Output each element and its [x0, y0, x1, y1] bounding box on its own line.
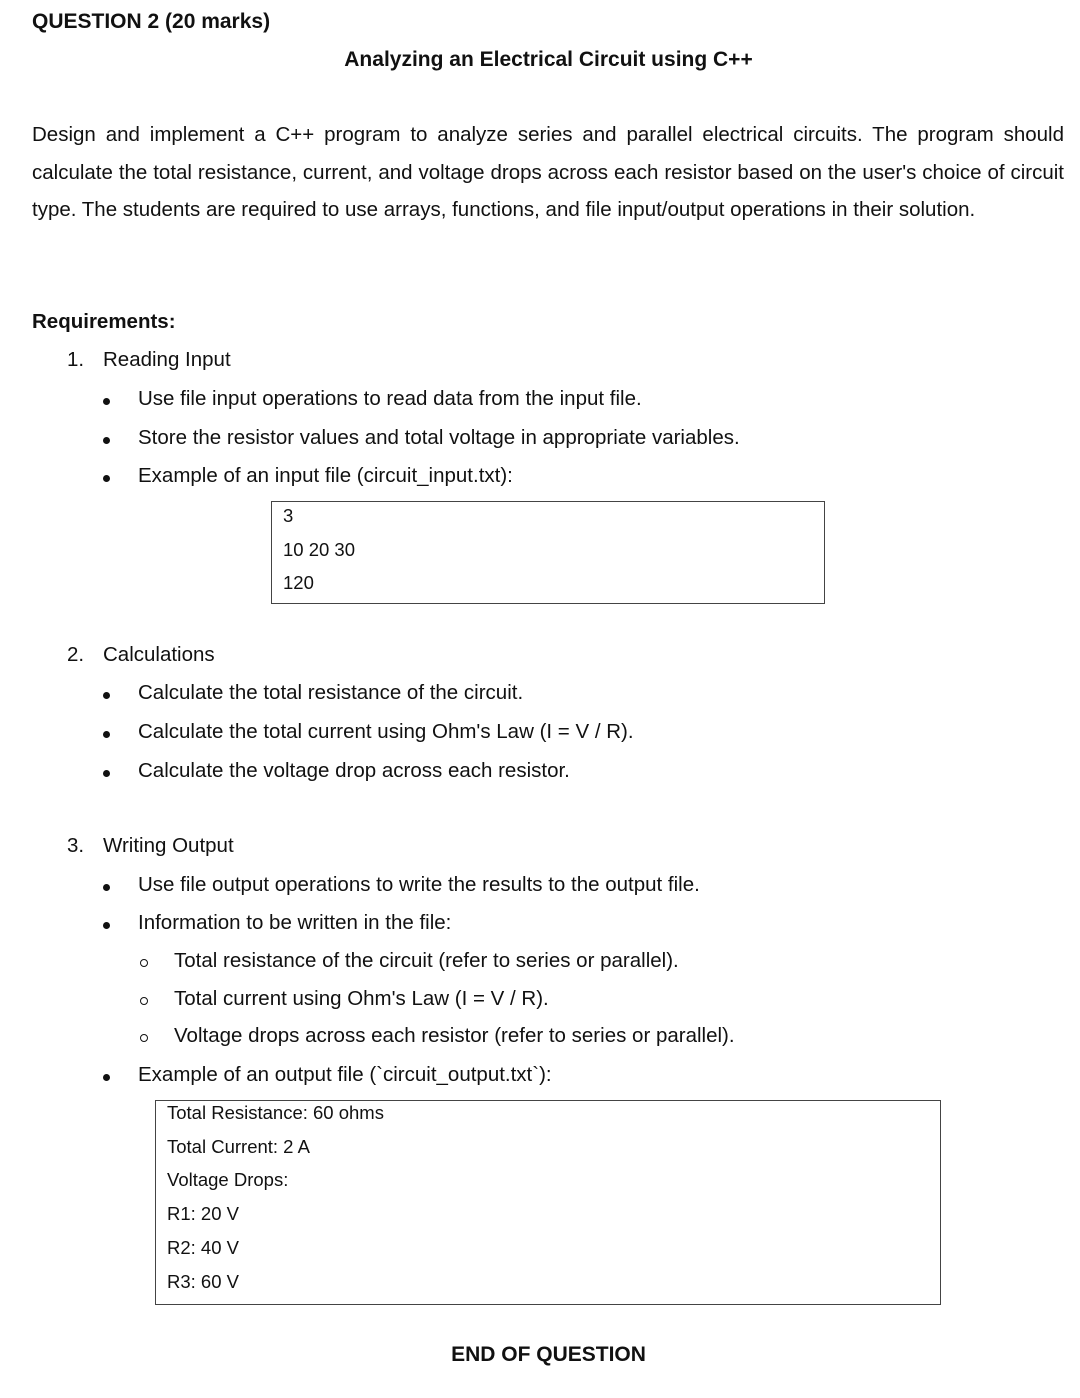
circle-bullet-icon	[140, 1034, 148, 1042]
section-1-bullet-3: Example of an input file (circuit_input.txt):	[138, 464, 513, 487]
bullet-icon	[103, 692, 110, 699]
section-1-bullet-2: Store the resistor values and total voltage in appropriate variables.	[138, 426, 740, 449]
bullet-icon	[103, 1074, 110, 1081]
bullet-icon	[103, 884, 110, 891]
section-3-bullet-2: Information to be written in the file:	[138, 911, 452, 934]
output-example-line: Total Resistance: 60 ohms	[167, 1102, 384, 1123]
section-2-bullet-1: Calculate the total resistance of the circuit.	[138, 681, 524, 704]
input-example-line: 10 20 30	[283, 539, 356, 560]
output-example-line: R2: 40 V	[167, 1237, 239, 1258]
bullet-icon	[103, 398, 110, 405]
section-3-number: 3.	[67, 834, 85, 857]
output-example-line: R1: 20 V	[167, 1203, 239, 1224]
question-heading: QUESTION 2 (20 marks)	[32, 10, 271, 33]
requirements-heading: Requirements:	[32, 310, 176, 333]
output-example-line: Voltage Drops:	[167, 1169, 289, 1190]
bullet-icon	[103, 475, 110, 482]
section-1-bullet-1: Use file input operations to read data from the input file.	[138, 387, 642, 410]
output-file-example	[155, 1100, 941, 1305]
section-3-label: Writing Output	[103, 834, 234, 857]
section-3-bullet-1: Use file output operations to write the results to the output file.	[138, 873, 700, 896]
circle-bullet-icon	[140, 959, 148, 967]
section-3-sub-bullet-3: Voltage drops across each resistor (refer to series or parallel).	[174, 1024, 735, 1047]
section-2-bullet-3: Calculate the voltage drop across each resistor.	[138, 759, 570, 782]
section-2-number: 2.	[67, 643, 85, 666]
bullet-icon	[103, 922, 110, 929]
section-2-bullet-2: Calculate the total current using Ohm's Law (I = V / R).	[138, 720, 634, 743]
input-example-line: 3	[283, 505, 294, 526]
section-3-bullet-3: Example of an output file (`circuit_output.txt`):	[138, 1063, 552, 1086]
end-of-question: END OF QUESTION	[451, 1343, 646, 1366]
bullet-icon	[103, 770, 110, 777]
output-example-line: R3: 60 V	[167, 1271, 239, 1292]
output-example-line: Total Current: 2 A	[167, 1136, 310, 1157]
section-1-label: Reading Input	[103, 348, 231, 371]
document-title: Analyzing an Electrical Circuit using C++	[344, 48, 753, 71]
section-3-sub-bullet-2: Total current using Ohm's Law (I = V / R).	[174, 987, 549, 1010]
input-example-line: 120	[283, 572, 314, 593]
circle-bullet-icon	[140, 997, 148, 1005]
bullet-icon	[103, 731, 110, 738]
input-file-example	[271, 501, 825, 604]
bullet-icon	[103, 437, 110, 444]
intro-paragraph: Design and implement a C++ program to analyze series and parallel electrical circuits. The program should calculate the total resistance, current, and voltage drops across each resistor based on the user's choice of circuit type. The students are required to use arrays, functions, and file input/output operations in their solution.	[32, 123, 1064, 221]
section-3-sub-bullet-1: Total resistance of the circuit (refer to series or parallel).	[174, 949, 679, 972]
section-2-label: Calculations	[103, 643, 215, 666]
section-1-number: 1.	[67, 348, 85, 371]
